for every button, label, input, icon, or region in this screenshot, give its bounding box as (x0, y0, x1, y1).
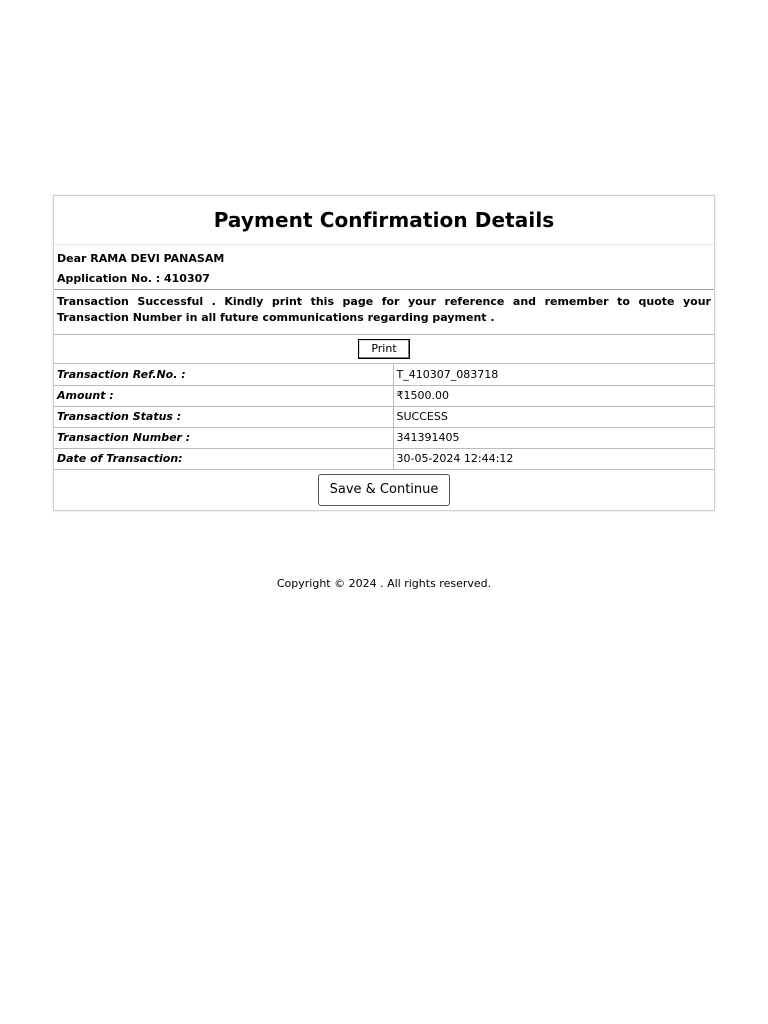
greeting-name: Dear RAMA DEVI PANASAM (57, 252, 225, 265)
transaction-number-value: 341391405 (393, 427, 714, 448)
footer-copyright: Copyright © 2024 . All rights reserved. (276, 577, 492, 590)
print-row (54, 335, 714, 364)
status-label: Transaction Status : (54, 406, 393, 427)
date-label: Date of Transaction: (54, 448, 393, 469)
continue-row (54, 470, 714, 510)
application-number: Application No. : 410307 (57, 272, 210, 285)
page-title: Payment Confirmation Details (213, 208, 555, 232)
table-row (54, 406, 714, 427)
payment-confirmation-card (53, 195, 715, 511)
transaction-details-table (54, 364, 714, 470)
save-continue-button[interactable]: Save & Continue (318, 474, 451, 506)
table-row (54, 448, 714, 469)
table-row (54, 364, 714, 385)
transaction-number-label: Transaction Number : (54, 427, 393, 448)
title-row (54, 196, 714, 245)
print-button[interactable]: Print (358, 339, 409, 359)
ref-no-value: T_410307_083718 (393, 364, 714, 385)
ref-no-label: Transaction Ref.No. : (54, 364, 393, 385)
amount-label: Amount : (54, 385, 393, 406)
date-value: 30-05-2024 12:44:12 (393, 448, 714, 469)
transaction-message: Transaction Successful . Kindly print this page for your reference and remember to quote your Transaction Number in all future communications regarding payment . (54, 289, 714, 335)
greeting-block (54, 245, 714, 289)
table-row (54, 385, 714, 406)
status-value: SUCCESS (393, 406, 714, 427)
amount-value: ₹1500.00 (393, 385, 714, 406)
table-row (54, 427, 714, 448)
